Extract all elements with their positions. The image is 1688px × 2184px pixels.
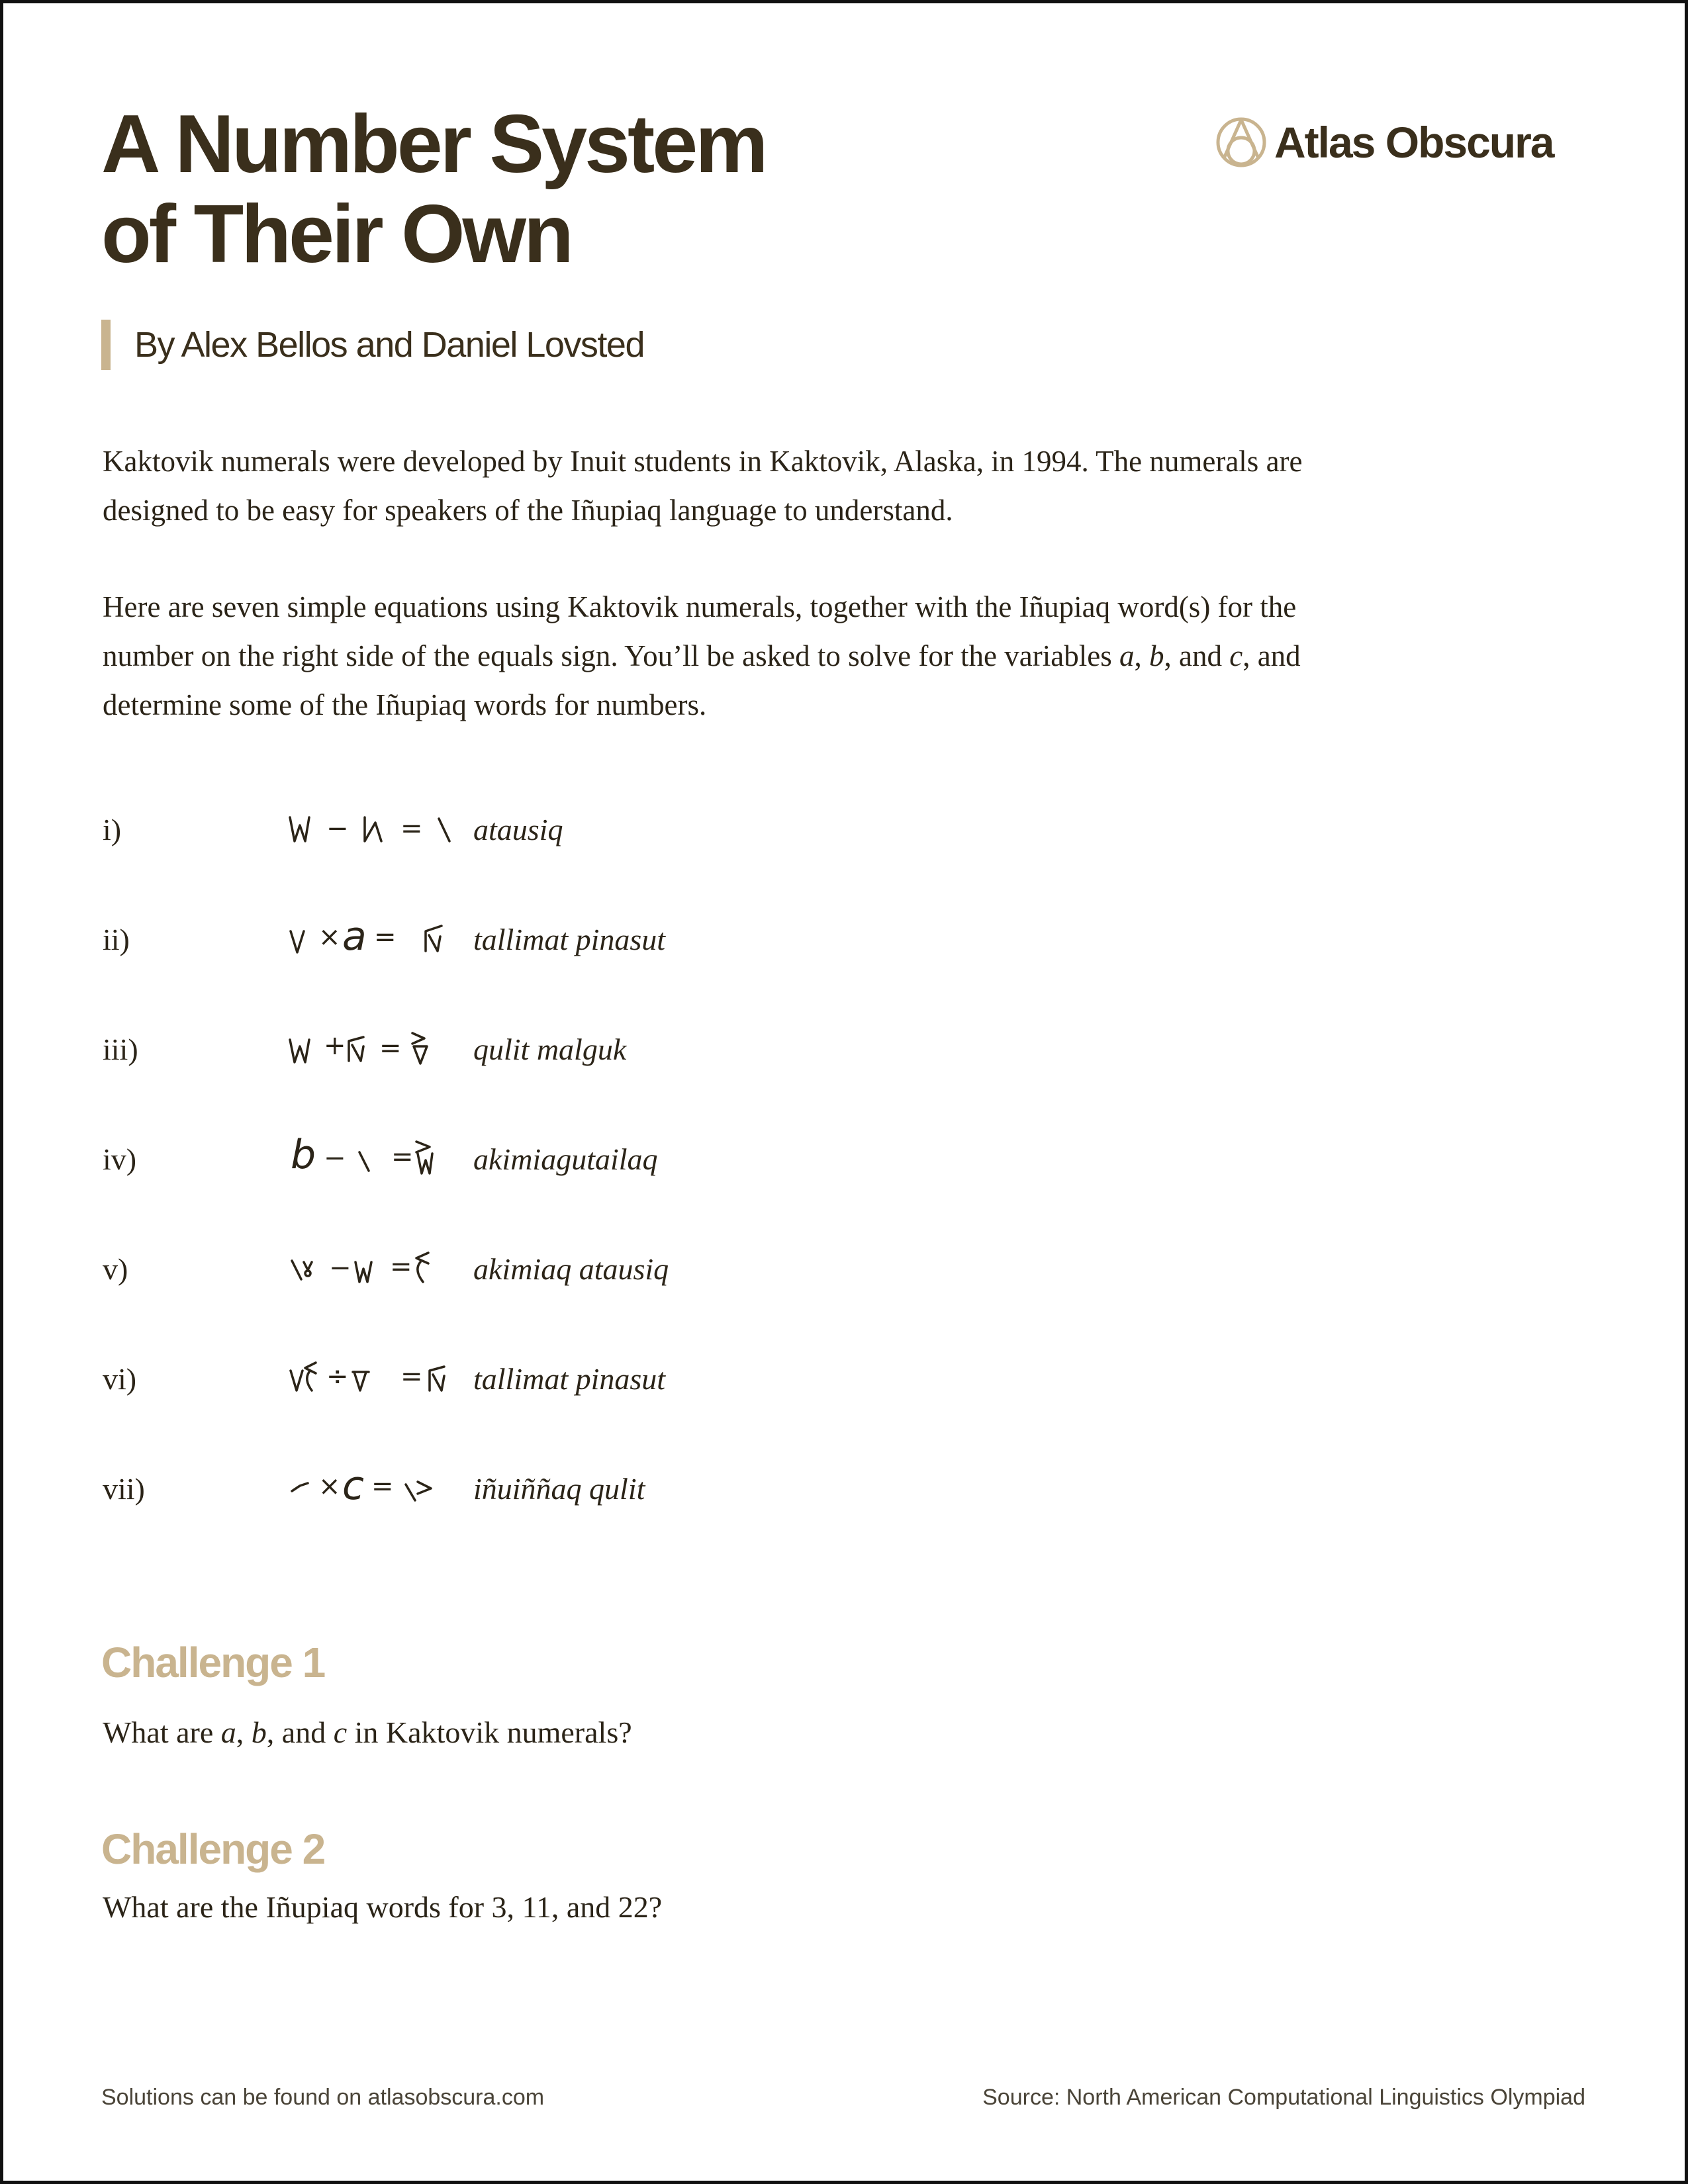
equals-sign: = <box>400 813 423 844</box>
equation-label: vi) <box>103 1361 137 1396</box>
byline: By Alex Bellos and Daniel Lovsted <box>101 320 644 370</box>
equation-label: iv) <box>103 1142 137 1176</box>
inupiaq-word: akimiaq atausiq <box>473 1251 669 1286</box>
kaktovik-equation <box>195 1352 473 1405</box>
kaktovik-equation <box>195 1462 473 1515</box>
question-text-start: What are <box>103 1715 221 1749</box>
times-sign: × <box>318 922 341 952</box>
intro-separator: , and <box>1164 639 1230 672</box>
kaktovik-numeral-glyph <box>291 1363 316 1390</box>
kaktovik-numeral-glyph <box>365 817 381 841</box>
divide-sign: ÷ <box>326 1361 349 1392</box>
equals-sign: = <box>379 1033 402 1064</box>
kaktovik-numeral-glyph <box>292 1483 308 1491</box>
inupiaq-word: qulit malguk <box>473 1032 627 1066</box>
footer-source: Source: North American Computational Linguistics Olympiad <box>982 2085 1585 2110</box>
page-title <box>101 99 766 279</box>
inupiaq-word: tallimat pinasut <box>473 922 666 956</box>
kaktovik-numeral-glyph <box>430 1367 444 1390</box>
kaktovik-numeral-glyph <box>290 1040 309 1062</box>
kaktovik-numeral-glyph <box>355 1262 371 1282</box>
challenge-1-question <box>103 1715 632 1750</box>
equation-label: i) <box>103 812 122 846</box>
equals-sign: = <box>371 1471 394 1502</box>
equation-label: vii) <box>103 1471 145 1506</box>
minus-sign: − <box>329 1253 352 1283</box>
kaktovik-numeral-glyph <box>416 1142 432 1173</box>
intro-paragraph-2 <box>103 582 1360 729</box>
equation-label: ii) <box>103 922 130 956</box>
variable-c: c <box>342 1463 364 1509</box>
equation-row <box>103 913 665 966</box>
equation-row <box>103 1462 645 1515</box>
challenge-1-title: Challenge 1 <box>101 1639 325 1686</box>
title-line-1: A Number System <box>101 99 766 190</box>
equals-sign: = <box>400 1361 423 1392</box>
variable-c: c <box>1229 639 1243 672</box>
equals-sign: = <box>391 1142 414 1172</box>
kaktovik-numeral-glyph <box>426 926 442 951</box>
kaktovik-numeral-glyph <box>416 1253 428 1282</box>
kaktovik-equation <box>195 1023 473 1075</box>
inupiaq-word: iñuiññaq qulit <box>473 1471 645 1506</box>
equation-label: v) <box>103 1251 128 1286</box>
kaktovik-numeral-glyph <box>353 1372 369 1390</box>
equation-row <box>103 1132 658 1185</box>
equals-sign: = <box>390 1251 412 1282</box>
intro-paragraph-1: Kaktovik numerals were developed by Inuit students in Kaktovik, Alaska, in 1994. The numerals are designed to be easy for speakers of the Iñupiaq language to understand. <box>103 445 1303 527</box>
brand-logo <box>1215 116 1554 169</box>
equation-label: iii) <box>103 1032 138 1066</box>
kaktovik-numeral-glyph <box>439 819 449 841</box>
variable-a: a <box>1119 639 1135 672</box>
variable-c: c <box>333 1715 348 1749</box>
kaktovik-equation <box>195 1242 473 1295</box>
equation-row <box>103 803 563 856</box>
times-sign: × <box>318 1471 341 1502</box>
equation-row <box>103 1352 665 1405</box>
variable-a: a <box>220 1715 236 1749</box>
question-text-end: in Kaktovik numerals? <box>347 1715 632 1749</box>
variable-b: b <box>291 1132 316 1178</box>
challenge-2-title: Challenge 2 <box>101 1825 325 1873</box>
intro-text-start: Here are seven simple equations using Kaktovik numerals, together with the Iñupiaq word(s) for the number on the right side of the equals sign. You’ll be asked to solve for the variables <box>103 590 1297 672</box>
kaktovik-numeral-glyph <box>349 1037 363 1061</box>
intro-separator: , <box>1134 639 1149 672</box>
inupiaq-word: tallimat pinasut <box>473 1361 666 1396</box>
kaktovik-equation <box>195 803 473 856</box>
kaktovik-numeral-glyph <box>412 1033 427 1064</box>
plus-sign: + <box>324 1030 346 1061</box>
inupiaq-word: akimiagutailaq <box>473 1142 658 1176</box>
minus-sign: − <box>324 1143 346 1173</box>
kaktovik-equation <box>195 1132 473 1185</box>
variable-b: b <box>251 1715 267 1749</box>
kaktovik-numeral-glyph <box>290 817 309 841</box>
footer-solutions-note: Solutions can be found on atlasobscura.com <box>101 2085 545 2110</box>
equals-sign: = <box>374 922 397 952</box>
atlas-obscura-compass-icon <box>1215 116 1268 169</box>
intro-text-end: , and determine some of the Iñupiaq words for numbers. <box>103 639 1301 721</box>
kaktovik-numeral-glyph <box>359 1152 369 1171</box>
equation-row <box>103 1242 669 1295</box>
title-line-2: of Their Own <box>101 189 571 280</box>
kaktovik-numeral-glyph <box>292 1261 312 1279</box>
minus-sign: − <box>326 813 349 844</box>
inupiaq-word: atausiq <box>473 812 563 846</box>
kaktovik-equation <box>195 913 473 966</box>
question-separator: , <box>236 1715 252 1749</box>
challenge-2-question: What are the Iñupiaq words for 3, 11, and 22? <box>103 1890 663 1924</box>
kaktovik-numeral-glyph <box>291 931 304 952</box>
question-separator: , and <box>266 1715 334 1749</box>
variable-b: b <box>1149 639 1164 672</box>
brand-name: Atlas Obscura <box>1274 118 1554 167</box>
variable-a: a <box>342 913 367 960</box>
kaktovik-numeral-glyph <box>406 1482 431 1500</box>
equation-row <box>103 1023 626 1075</box>
